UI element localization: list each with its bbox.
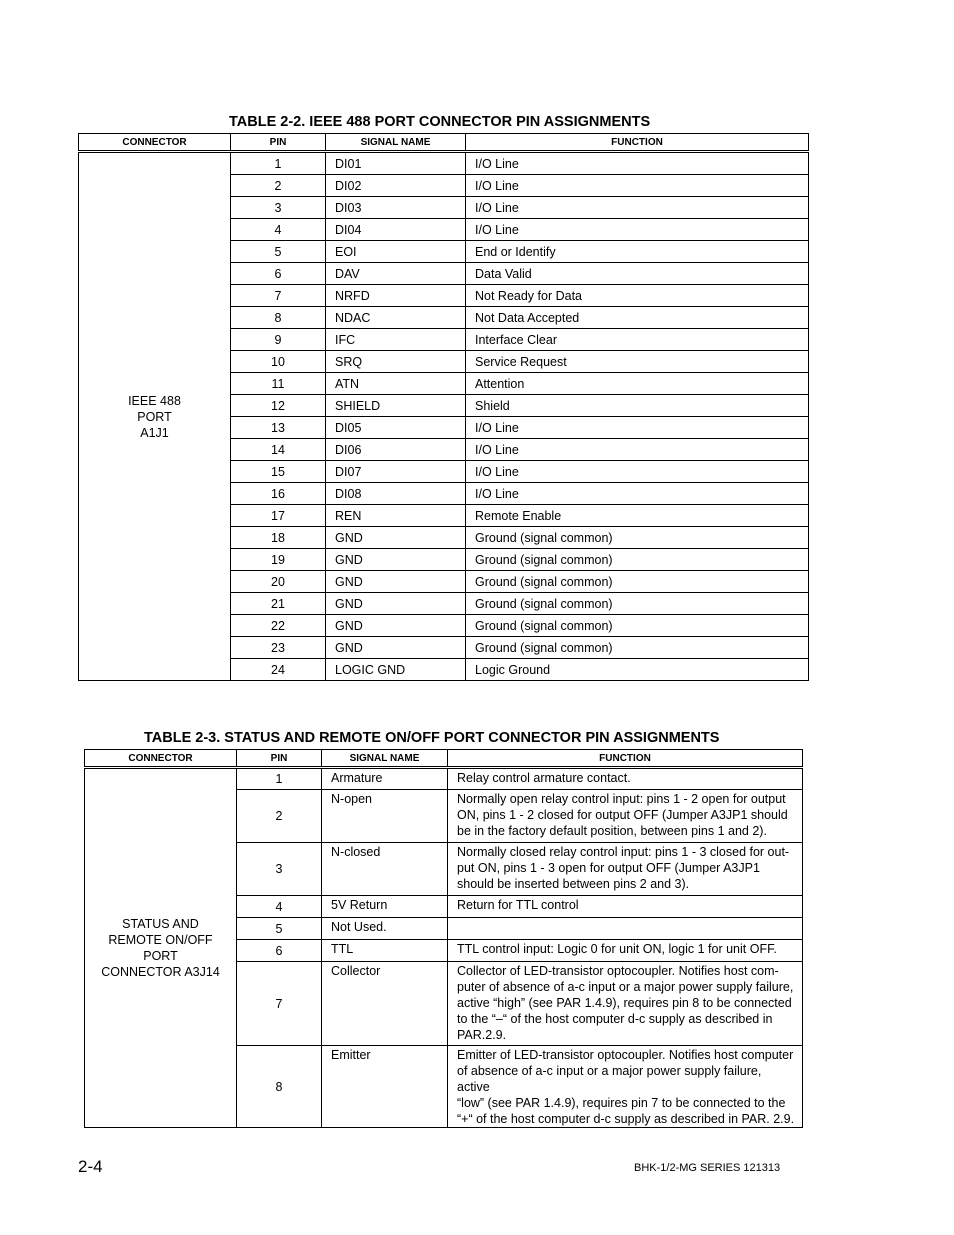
pin-cell: 3	[231, 197, 326, 219]
signal-name-cell: REN	[326, 505, 466, 527]
function-cell: Attention	[466, 373, 809, 395]
connector-label-line: REMOTE ON/OFF	[108, 933, 213, 947]
function-cell: Shield	[466, 395, 809, 417]
pin-cell: 10	[231, 351, 326, 373]
function-cell	[448, 768, 803, 790]
status-remote-pin-table	[84, 749, 803, 1128]
signal-name-cell: TTL	[322, 940, 448, 962]
function-text-line: PAR.2.9.	[457, 1028, 507, 1042]
signal-name-cell: IFC	[326, 329, 466, 351]
pin-cell: 7	[231, 285, 326, 307]
signal-name-cell: GND	[326, 549, 466, 571]
function-text-line: “low” (see PAR 1.4.9), requires pin 7 to be connected to the	[457, 1096, 786, 1110]
function-text-line: Return for TTL control	[457, 898, 579, 912]
function-cell	[448, 843, 803, 896]
connector-label-line: STATUS AND	[122, 917, 199, 931]
signal-name-cell: ATN	[326, 373, 466, 395]
signal-name-cell: DI05	[326, 417, 466, 439]
function-cell	[448, 896, 803, 918]
function-cell: I/O Line	[466, 417, 809, 439]
header-function: FUNCTION	[466, 134, 809, 152]
pin-cell: 4	[231, 219, 326, 241]
signal-name-cell: EOI	[326, 241, 466, 263]
connector-label-line: CONNECTOR A3J14	[101, 965, 220, 979]
pin-cell: 1	[231, 152, 326, 175]
function-text-line: puter of absence of a-c input or a major power supply failure,	[457, 980, 794, 994]
pin-cell: 23	[231, 637, 326, 659]
function-cell: I/O Line	[466, 197, 809, 219]
signal-name-cell: GND	[326, 615, 466, 637]
signal-name-cell: DI02	[326, 175, 466, 197]
header-connector: CONNECTOR	[79, 134, 231, 152]
function-cell: I/O Line	[466, 461, 809, 483]
signal-name-cell: SRQ	[326, 351, 466, 373]
pin-cell: 9	[231, 329, 326, 351]
function-cell: Ground (signal common)	[466, 615, 809, 637]
table-2-2-caption: TABLE 2-2. IEEE 488 PORT CONNECTOR PIN ASSIGNMENTS	[229, 114, 651, 130]
function-cell: Ground (signal common)	[466, 593, 809, 615]
signal-name-cell: Collector	[322, 962, 448, 1046]
pin-cell: 12	[231, 395, 326, 417]
function-text-line: be in the factory default position, between pins 1 and 2).	[457, 824, 767, 838]
signal-name-cell: GND	[326, 527, 466, 549]
signal-name-cell: DI06	[326, 439, 466, 461]
page-number: 2-4	[78, 1157, 103, 1176]
function-cell: I/O Line	[466, 219, 809, 241]
table-header-row	[79, 134, 809, 152]
pin-cell: 20	[231, 571, 326, 593]
pin-cell: 24	[231, 659, 326, 681]
function-text-line: Normally open relay control input: pins 1 - 2 open for output	[457, 792, 786, 806]
pin-cell: 18	[231, 527, 326, 549]
signal-name-cell: GND	[326, 571, 466, 593]
function-cell: Interface Clear	[466, 329, 809, 351]
function-cell	[448, 1046, 803, 1128]
function-text-line: Emitter of LED-transistor optocoupler. Notifies host computer	[457, 1048, 794, 1062]
function-cell: Ground (signal common)	[466, 571, 809, 593]
function-cell: Service Request	[466, 351, 809, 373]
pin-cell: 5	[231, 241, 326, 263]
function-cell: Data Valid	[466, 263, 809, 285]
function-cell: Logic Ground	[466, 659, 809, 681]
function-cell: Not Ready for Data	[466, 285, 809, 307]
function-cell: Remote Enable	[466, 505, 809, 527]
pin-cell: 16	[231, 483, 326, 505]
signal-name-cell: GND	[326, 593, 466, 615]
pin-cell: 14	[231, 439, 326, 461]
signal-name-cell: N-open	[322, 790, 448, 843]
pin-cell: 2	[237, 790, 322, 843]
pin-cell: 13	[231, 417, 326, 439]
function-text-line: put ON, pins 1 - 3 open for output OFF (Jumper A3JP1	[457, 861, 760, 875]
function-text-line: of absence of a-c input or a major power supply failure, active	[457, 1064, 762, 1094]
pin-cell: 6	[231, 263, 326, 285]
connector-label-line: PORT	[137, 409, 172, 424]
function-cell: I/O Line	[466, 439, 809, 461]
signal-name-cell: Emitter	[322, 1046, 448, 1128]
connector-label-line: PORT	[143, 949, 178, 963]
pin-cell: 8	[237, 1046, 322, 1128]
pin-cell: 21	[231, 593, 326, 615]
function-cell	[448, 940, 803, 962]
table-2-3-caption: TABLE 2-3. STATUS AND REMOTE ON/OFF PORT CONNECTOR PIN ASSIGNMENTS	[144, 730, 720, 746]
function-text-line: TTL control input: Logic 0 for unit ON, logic 1 for unit OFF.	[457, 942, 777, 956]
signal-name-cell: Not Used.	[322, 918, 448, 940]
function-cell: Ground (signal common)	[466, 527, 809, 549]
signal-name-cell: DI01	[326, 152, 466, 175]
pin-cell: 15	[231, 461, 326, 483]
pin-cell: 17	[231, 505, 326, 527]
function-text-line: “+“ of the host computer d-c supply as described in PAR. 2.9.	[457, 1112, 795, 1126]
function-text-line: Collector of LED-transistor optocoupler. Notifies host com-	[457, 964, 779, 978]
pin-cell: 19	[231, 549, 326, 571]
signal-name-cell: 5V Return	[322, 896, 448, 918]
pin-cell: 22	[231, 615, 326, 637]
function-cell: I/O Line	[466, 483, 809, 505]
header-pin: PIN	[237, 750, 322, 768]
signal-name-cell: DAV	[326, 263, 466, 285]
pin-cell: 3	[237, 843, 322, 896]
signal-name-cell: Armature	[322, 768, 448, 790]
function-text-line: should be inserted between pins 2 and 3).	[457, 877, 690, 891]
pin-cell: 4	[237, 896, 322, 918]
function-text-line: ON, pins 1 - 2 closed for output OFF (Jumper A3JP1 should	[457, 808, 788, 822]
signal-name-cell: GND	[326, 637, 466, 659]
function-text-line: Relay control armature contact.	[457, 771, 631, 785]
function-cell: Ground (signal common)	[466, 549, 809, 571]
header-signal-name: SIGNAL NAME	[326, 134, 466, 152]
header-signal-name: SIGNAL NAME	[322, 750, 448, 768]
signal-name-cell: N-closed	[322, 843, 448, 896]
signal-name-cell: DI07	[326, 461, 466, 483]
signal-name-cell: LOGIC GND	[326, 659, 466, 681]
pin-cell: 1	[237, 768, 322, 790]
function-cell: I/O Line	[466, 175, 809, 197]
connector-cell	[79, 152, 231, 681]
header-connector: CONNECTOR	[85, 750, 237, 768]
pin-cell: 5	[237, 918, 322, 940]
pin-cell: 8	[231, 307, 326, 329]
pin-cell: 7	[237, 962, 322, 1046]
function-cell: I/O Line	[466, 152, 809, 175]
table-row	[85, 768, 803, 790]
signal-name-cell: NRFD	[326, 285, 466, 307]
document-id: BHK-1/2-MG SERIES 121313	[634, 1162, 781, 1174]
function-text-line: active “high” (see PAR 1.4.9), requires pin 8 to be connected	[457, 996, 792, 1010]
connector-cell	[85, 768, 237, 1128]
table-header-row	[85, 750, 803, 768]
header-pin: PIN	[231, 134, 326, 152]
function-cell: End or Identify	[466, 241, 809, 263]
signal-name-cell: DI08	[326, 483, 466, 505]
signal-name-cell: NDAC	[326, 307, 466, 329]
ieee-488-pin-table	[78, 133, 809, 681]
connector-label-line: A1J1	[140, 425, 169, 440]
pin-cell: 11	[231, 373, 326, 395]
function-cell: Not Data Accepted	[466, 307, 809, 329]
connector-label-line: IEEE 488	[128, 393, 181, 408]
function-cell	[448, 962, 803, 1046]
signal-name-cell: SHIELD	[326, 395, 466, 417]
function-cell	[448, 918, 803, 940]
pin-cell: 6	[237, 940, 322, 962]
function-cell	[448, 790, 803, 843]
pin-cell: 2	[231, 175, 326, 197]
table-row	[79, 152, 809, 175]
signal-name-cell: DI03	[326, 197, 466, 219]
function-text-line: to the “–“ of the host computer d-c supply as described in	[457, 1012, 773, 1026]
function-text-line: Normally closed relay control input: pins 1 - 3 closed for out-	[457, 845, 790, 859]
header-function: FUNCTION	[448, 750, 803, 768]
function-cell: Ground (signal common)	[466, 637, 809, 659]
signal-name-cell: DI04	[326, 219, 466, 241]
